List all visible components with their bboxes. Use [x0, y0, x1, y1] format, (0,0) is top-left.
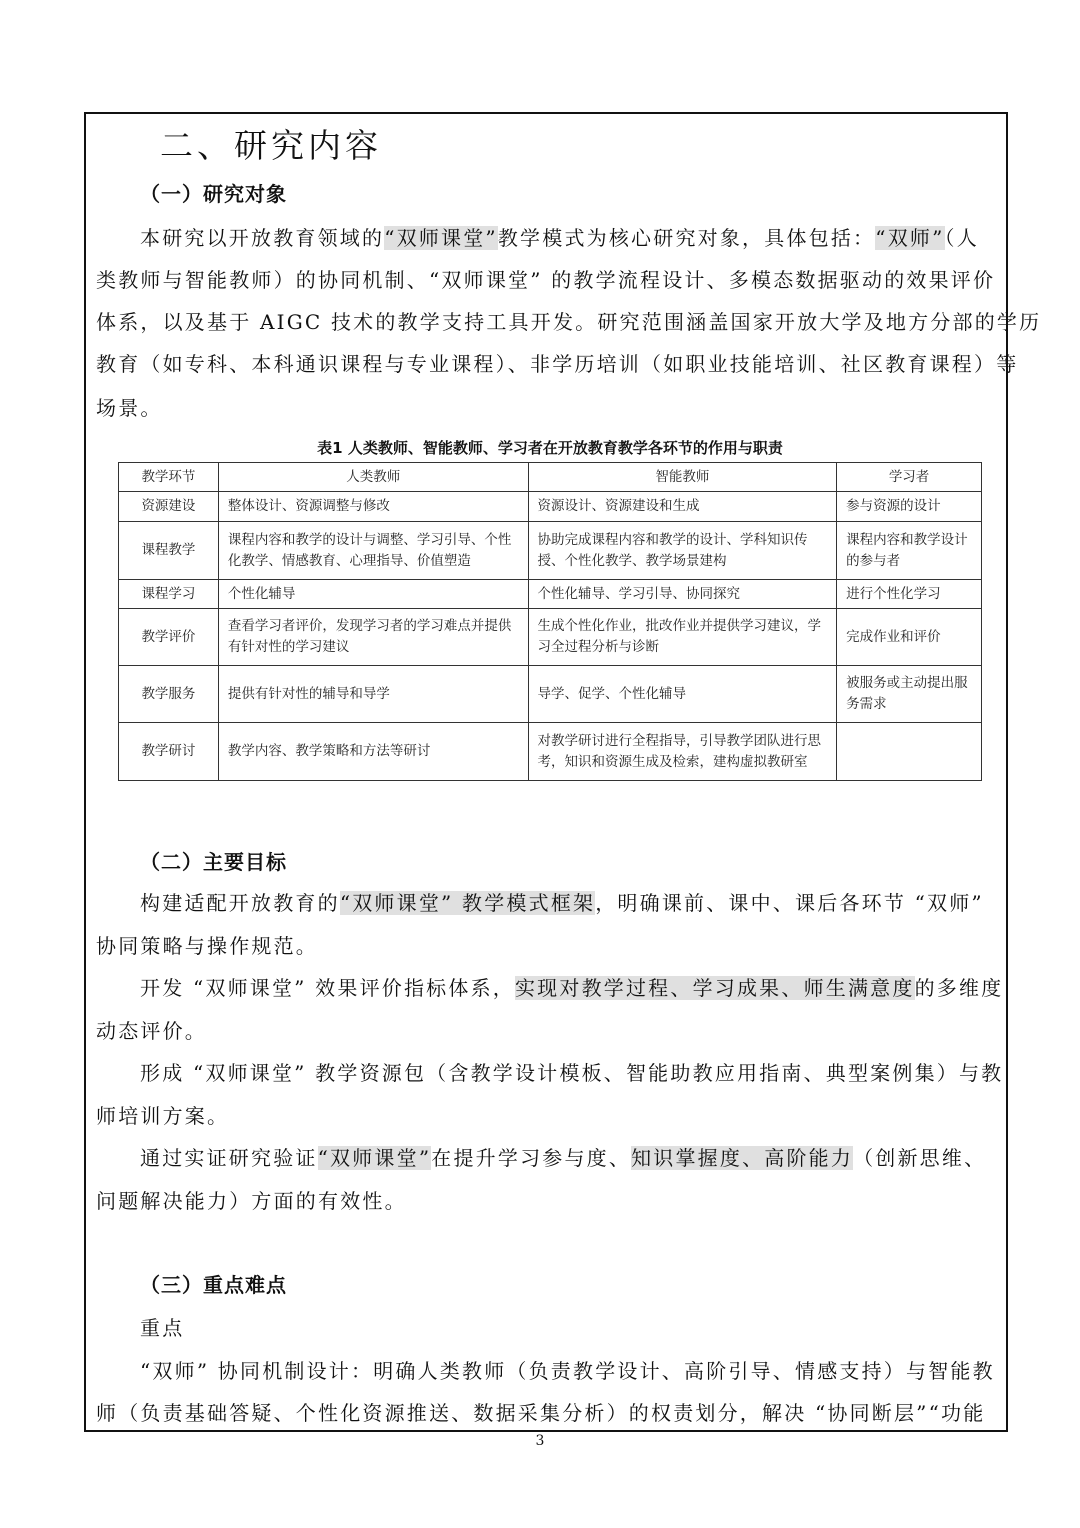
- table-cell: 教学服务: [119, 666, 219, 723]
- header-stage: 教学环节: [119, 463, 219, 492]
- table-cell: 对教学研讨进行全程指导，引导教学团队进行思考，知识和资源生成及检索，建构虚拟教研室: [528, 723, 837, 781]
- text-run: 构建适配开放教育的: [140, 891, 340, 915]
- table-row: [119, 522, 982, 580]
- header-learner: 学习者: [837, 463, 982, 492]
- paragraph-line: [96, 1397, 985, 1426]
- text-run: 体系，以及基于 AIGC 技术的教学支持工具开发。研究范围涵盖国家开放大学及地方分部的学历: [96, 310, 1042, 334]
- text-run: 本研究以开放教育领域的: [140, 226, 385, 250]
- table-cell: 资源建设: [119, 492, 219, 522]
- paragraph-line: [140, 1057, 1003, 1086]
- table-cell: 课程内容和教学设计的参与者: [837, 522, 982, 580]
- page-number: 3: [535, 1433, 545, 1449]
- table-row: [119, 492, 982, 522]
- section-title: 二、研究内容: [160, 126, 382, 165]
- text-run: “双师” 协同机制设计：明确人类教师（负责教学设计、高阶引导、情感支持）与智能教: [140, 1359, 995, 1383]
- table-cell: 导学、促学、个性化辅导: [528, 666, 837, 723]
- paragraph-line: [96, 264, 995, 293]
- text-run: 类教师与智能教师）的协同机制、“双师课堂” 的教学流程设计、多模态数据驱动的效果评价: [96, 268, 996, 292]
- table-cell: 完成作业和评价: [837, 609, 982, 666]
- paragraph-line: [96, 348, 1018, 377]
- table-cell: 提供有针对性的辅导和导学: [218, 666, 528, 723]
- table-cell: 生成个性化作业，批改作业并提供学习建议，学习全过程分析与诊断: [528, 609, 837, 666]
- table-row: [119, 609, 982, 666]
- text-run: 在提升学习参与度、: [431, 1146, 632, 1170]
- table-row: [119, 580, 982, 609]
- highlighted-text: “双师课堂” 教学模式框架: [339, 891, 596, 915]
- paragraph-line: [140, 972, 1003, 1001]
- paragraph-line: [140, 222, 979, 251]
- highlighted-text: “双师课堂”: [317, 1146, 432, 1170]
- table-caption: 表1 人类教师、智能教师、学习者在开放教育教学各环节的作用与职责: [317, 439, 783, 457]
- table-cell: 教学研讨: [119, 723, 219, 781]
- text-run: 场景。: [96, 396, 163, 420]
- text-run: 动态评价。: [96, 1019, 207, 1043]
- table-cell: 资源设计、资源建设和生成: [528, 492, 837, 522]
- subsection-heading-3: （三）重点难点: [140, 1273, 287, 1297]
- table-cell: 课程教学: [119, 522, 219, 580]
- table-header-row: [119, 463, 982, 492]
- text-run: （创新思维、: [853, 1146, 987, 1170]
- table-cell: 被服务或主动提出服务需求: [837, 666, 982, 723]
- paragraph-line: [140, 1312, 184, 1341]
- paragraph-line: [140, 1355, 995, 1384]
- text-run: 通过实证研究验证: [140, 1146, 318, 1170]
- text-run: 教学模式为核心研究对象，具体包括：: [497, 226, 876, 250]
- paragraph-line: [96, 306, 1041, 335]
- text-run: 问题解决能力）方面的有效性。: [96, 1189, 407, 1213]
- table-cell: 个性化辅导: [218, 580, 528, 609]
- table-cell: [837, 723, 982, 781]
- table-cell: 参与资源的设计: [837, 492, 982, 522]
- paragraph-line: [96, 930, 318, 959]
- subsection-heading-1: （一）研究对象: [140, 182, 287, 206]
- text-run: 开发 “双师课堂” 效果评价指标体系，: [140, 976, 515, 1000]
- table-row: [119, 666, 982, 723]
- table-cell: 教学内容、教学策略和方法等研讨: [218, 723, 528, 781]
- paragraph-line: [96, 1100, 229, 1129]
- header-human-teacher: 人类教师: [218, 463, 528, 492]
- table-cell: 整体设计、资源调整与修改: [218, 492, 528, 522]
- highlighted-text: 知识掌握度、高阶能力: [631, 1146, 854, 1170]
- table-cell: 课程学习: [119, 580, 219, 609]
- paragraph-line: [140, 887, 984, 916]
- table-cell: 教学评价: [119, 609, 219, 666]
- text-run: 的多维度: [914, 976, 1004, 1000]
- subsection-heading-2: （二）主要目标: [140, 850, 287, 874]
- text-run: ，明确课前、课中、课后各环节 “双师”: [595, 891, 984, 915]
- paragraph-line: [96, 392, 163, 421]
- paragraph-line: [140, 1142, 986, 1171]
- paragraph-line: [96, 1185, 407, 1214]
- highlighted-text: “双师”: [875, 226, 945, 250]
- table-cell: 进行个性化学习: [837, 580, 982, 609]
- text-run: 师（负责基础答疑、个性化资源推送、数据采集分析）的权责划分，解决 “协同断层”“功能: [96, 1401, 986, 1425]
- text-run: （人: [944, 226, 979, 250]
- text-run: 重点: [140, 1316, 185, 1340]
- header-ai-teacher: 智能教师: [528, 463, 837, 492]
- highlighted-text: 实现对教学过程、学习成果、师生满意度: [514, 976, 915, 1000]
- table-cell: 个性化辅导、学习引导、协同探究: [528, 580, 837, 609]
- table-cell: 协助完成课程内容和教学的设计、学科知识传授、个性化教学、教学场景建构: [528, 522, 837, 580]
- text-run: 协同策略与操作规范。: [96, 934, 318, 958]
- text-run: 形成 “双师课堂” 教学资源包（含教学设计模板、智能助教应用指南、典型案例集）与教: [140, 1061, 1004, 1085]
- paragraph-line: [96, 1015, 207, 1044]
- text-run: 师培训方案。: [96, 1104, 230, 1128]
- table-row: [119, 723, 982, 781]
- text-run: 教育（如专科、本科通识课程与专业课程）、非学历培训（如职业技能培训、社区教育课程）等: [96, 352, 1019, 376]
- table-cell: 查看学习者评价，发现学习者的学习难点并提供有针对性的学习建议: [218, 609, 528, 666]
- roles-table: [118, 462, 982, 781]
- highlighted-text: “双师课堂”: [384, 226, 498, 250]
- table-cell: 课程内容和教学的设计与调整、学习引导、个性化教学、情感教育、心理指导、价值塑造: [218, 522, 528, 580]
